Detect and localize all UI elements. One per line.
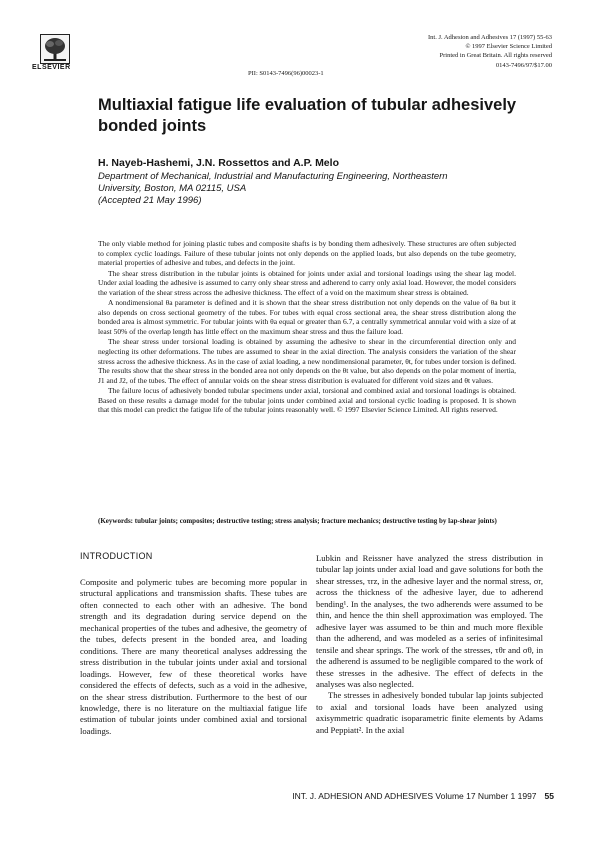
page-footer bbox=[292, 791, 554, 801]
abstract-paragraph-4: The shear stress under torsional loading is obtained by assuming the adhesive to shear in the circumferential direction only and neglecting its other deformations. The tubes are assumed to shear in the axial direction. The analysis considers the variation of the shear stress across the adhesive thickness. As in the case of axial loading, a new nondimensional parameter, θt, for tubes under torsion is defined. The results show that the shear stress in the bonded area not only depends on the θt value, but also depends on the polar moment of inertia, J1 and J2, of the tubes. The effect of annular voids on the shear stress distribution is evaluated for different void sizes and θt values. bbox=[98, 337, 516, 385]
affiliation-line-2: University, Boston, MA 02115, USA bbox=[98, 183, 247, 194]
abstract-paragraph-5: The failure locus of adhesively bonded tubular specimens under axial, torsional and combined axial and torsional loadings is obtained. Based on these results a damage model for the tubular joints under combined axial and torsional cyclic loading is proposed. It is shown that this model can predict the fatigue life of the tubular joints reasonably well. © 1997 Elsevier Science Limited. All rights reserved. bbox=[98, 386, 516, 415]
affiliation bbox=[98, 171, 528, 207]
paper-title: Multiaxial fatigue life evaluation of tubular adhesively bonded joints bbox=[98, 96, 517, 135]
abstract bbox=[98, 239, 516, 416]
intro-paragraph-2: Lubkin and Reissner have analyzed the stress distribution in tubular lap joints under axial load and gave solutions for both the shear stresses, τrz, in the adhesive layer and the normal stress, σr, across the thickness of the adhesive layer, due to adherend bending¹. In the analyses, the two adherends were assumed to be thin, and hence the thin shell approximation was employed. The adhesive layer was assumed to be thin and much more flexible than the adherend, and was modeled as a series of infinitesimal tensile and shear springs. The work of the stresses, τθr and σθ, in the adherend is assumed to be negligible compared to the work of these stresses in the adhesive. The effect of defects in the analyses was also neglected. bbox=[316, 553, 543, 689]
keywords: (Keywords: tubular joints; composites; destructive testing; stress analysis; fracture mechanics; destructive testing by lap-shear joints) bbox=[98, 517, 497, 525]
intro-left-column bbox=[80, 577, 307, 737]
abstract-paragraph-3: A nondimensional θa parameter is defined and it is shown that the shear stress distribution not only depends on the value of θa but it also depends on cross sectional geometry of the tubes. For tubes with equal cross sectional area, the shear stress distribution along the bonded area is almost symmetric. For tubular joints with θa equal or greater than 6.7, a centrally symmetrical annular void with a size of at least 50% of the overlap length has little effect on the maximum shear stress and thus the failure load. bbox=[98, 298, 516, 336]
abstract-paragraph-1: The only viable method for joining plastic tubes and composite shafts is by bonding them adhesively. These structures are often subjected to complex cyclic loadings. Failure of these tubular joints not only depends on the applied loads, but also depends on the tube geometry, material properties of adhesive and tubes, and defects in the joint. bbox=[98, 239, 516, 268]
issn-line: 0143-7496/97/$17.00 bbox=[495, 61, 552, 69]
pii-code: PII: S0143-7496(96)00023-1 bbox=[248, 70, 324, 77]
page-number: 55 bbox=[544, 791, 554, 801]
printed-line: Printed in Great Britain. All rights reserved bbox=[439, 52, 552, 60]
journal-citation: Int. J. Adhesion and Adhesives 17 (1997) 55-63 bbox=[427, 34, 552, 41]
abstract-paragraph-2: The shear stress distribution in the tubular joints is obtained for joints under axial and torsional loadings using the shear lag model. Under axial loading the adhesive is assumed to carry only shear stress and adherend to carry only axial load. However, the model considers the variation of the shear stress across the adhesive thickness. The effect of a void on the maximum shear stress is obtained. bbox=[98, 268, 516, 297]
copyright-line: © 1997 Elsevier Science Limited bbox=[465, 43, 552, 51]
intro-paragraph-1: Composite and polymeric tubes are becoming more popular in structural applications and transmission shafts. These tubes are often connected to each other with an adhesive. The bond strength and its degradation during service depend on the mechanical properties of the tubes and adhesive, the geometry of the tubes, defects present in the bonded area, and loading conditions. There are many theoretical analyses addressing the stress distribution in the tubular joints under axial and torsional loadings. However, few of these theoretical works have considered the effects of defects, such as a void in the adhesive, on the shear stress distribution. Furthermore to the best of our knowledge, there is no literature on the multiaxial fatigue life estimation of tubular joints under combined axial and torsional loadings. bbox=[80, 577, 307, 736]
author-list: H. Nayeb-Hashemi, J.N. Rossettos and A.P. Melo bbox=[98, 157, 339, 169]
accepted-date: (Accepted 21 May 1996) bbox=[98, 195, 202, 206]
intro-paragraph-3: The stresses in adhesively bonded tubular lap joints subjected to axial and torsional loads have been analyzed using axisymmetric quadratic isoparametric finite elements by Adams and Peppiatt². In the axial bbox=[316, 690, 543, 735]
intro-right-column bbox=[316, 553, 543, 736]
affiliation-line-1: Department of Mechanical, Industrial and Manufacturing Engineering, Northeastern bbox=[98, 171, 448, 182]
elsevier-tree-logo bbox=[40, 34, 70, 64]
footer-journal: INT. J. ADHESION AND ADHESIVES Volume 17 Number 1 1997 bbox=[292, 791, 537, 801]
publisher-logo-text: ELSEVIER bbox=[32, 64, 71, 71]
journal-info bbox=[332, 33, 552, 70]
section-heading-introduction: INTRODUCTION bbox=[80, 551, 153, 561]
